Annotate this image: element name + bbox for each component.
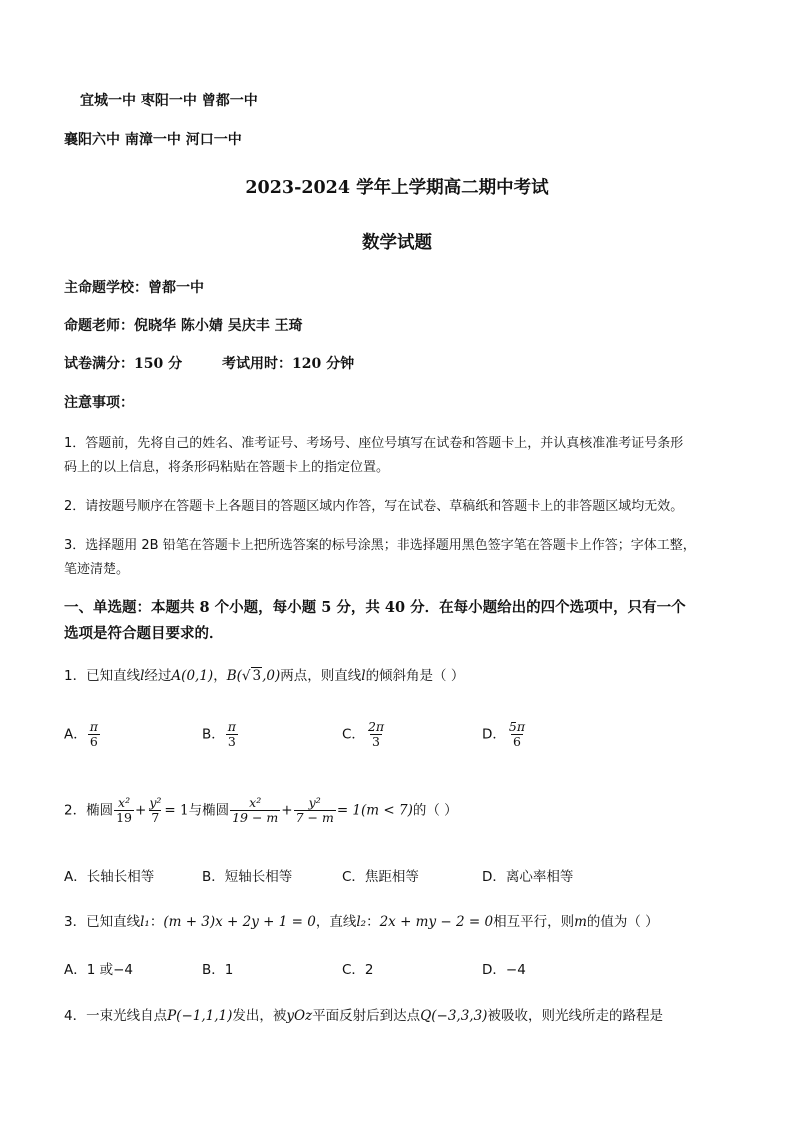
q1-sqrt: √ 3 — [241, 668, 262, 684]
q4-tail: 被吸收，则光线所走的路程是 — [487, 1008, 663, 1024]
q4-point-q: Q(−3,3,3) — [420, 1008, 488, 1024]
q2-tail: 的（ ） — [412, 802, 458, 819]
q1-sqrt-value: 3 — [252, 668, 262, 684]
frac-den: 3 — [372, 733, 380, 749]
schools-line-2: 襄阳六中 南漳一中 河口一中 — [64, 132, 242, 148]
q3-eq-1: (m + 3)x + 2y + 1 = 0 — [163, 914, 316, 930]
frac-num: π — [227, 719, 236, 734]
note-3-line-1: 3．选择题用 2B 铅笔在答题卡上把所选答案的标号涂黑；非选择题用黑色签字笔在答题卡上作答；字体工整， — [64, 538, 696, 553]
q1-option-c[interactable] — [342, 720, 387, 749]
note-2: 2．请按题号顺序在答题卡上各题目的答题区域内作答，写在试卷、草稿纸和答题卡上的非答题区域均无效。 — [64, 499, 684, 514]
q3-colon-1: ： — [149, 914, 164, 930]
note-3-line-2: 笔迹清楚。 — [64, 562, 130, 577]
frac-den: 7 − m — [295, 809, 334, 825]
q1-point-b-open: B( — [226, 668, 242, 684]
frac-den: 19 — [116, 809, 132, 825]
q1-option-a[interactable] — [64, 720, 101, 749]
q3-option-c[interactable]: C．2 — [342, 962, 374, 978]
option-fraction — [226, 720, 238, 749]
frac-den: 6 — [89, 733, 98, 749]
q2-prefix: 2．椭圆 — [64, 802, 114, 819]
question-2 — [64, 796, 458, 825]
option-label: D． — [482, 726, 506, 743]
exam-title: 2023-2024 学年上学期高二期中考试 — [245, 178, 549, 198]
option-label: C． — [342, 726, 365, 743]
frac-num: x² — [249, 795, 262, 810]
q2-option-b[interactable]: B．短轴长相等 — [202, 869, 293, 885]
question-3 — [64, 910, 659, 930]
q4-prefix: 4．一束光线自点 — [64, 1008, 168, 1024]
frac-den: 3 — [227, 733, 236, 749]
q2-option-d[interactable]: D．离心率相等 — [482, 869, 574, 885]
option-label: B． — [202, 726, 225, 743]
q3-eq-2: 2x + my − 2 = 0 — [379, 914, 494, 930]
option-fraction — [507, 720, 527, 749]
frac-num: π — [89, 719, 98, 734]
q2-frac-2 — [147, 796, 163, 825]
q4-mid-2: 平面反射后到达点 — [312, 1008, 421, 1024]
q3-mid: ，直线 — [315, 914, 357, 930]
frac-den: 6 — [513, 733, 521, 749]
q3-prefix: 3．已知直线 — [64, 914, 141, 930]
q3-m: m — [574, 914, 587, 930]
q1-point-a: A(0,1) — [171, 668, 214, 684]
q4-mid-1: 发出，被 — [232, 1008, 287, 1024]
notes-heading: 注意事项： — [64, 395, 134, 411]
exam-subtitle: 数学试题 — [362, 233, 432, 253]
q3-option-d[interactable]: D．−4 — [482, 962, 526, 978]
q3-tail-2: 的值为（ ） — [586, 914, 659, 930]
frac-num: y² — [308, 795, 321, 810]
q1-tail: 的倾斜角是（ ） — [365, 668, 465, 684]
q3-tail-1: 相互平行，则 — [493, 914, 575, 930]
option-label: A． — [64, 726, 87, 743]
q1-point-b-close: ,0) — [262, 668, 281, 684]
q2-option-c[interactable]: C．焦距相等 — [342, 869, 419, 885]
question-1 — [64, 664, 464, 684]
q1-line-l-2: l — [361, 668, 366, 684]
q2-option-a[interactable]: A．长轴长相等 — [64, 869, 155, 885]
q2-eq-1: = 1 — [164, 802, 189, 819]
note-1-line-2: 码上的以上信息，将条形码粘贴在答题卡上的指定位置。 — [64, 460, 390, 475]
schools-line-1: 宜城一中 枣阳一中 曾都一中 — [80, 93, 258, 109]
q3-option-a[interactable]: A．1 或−4 — [64, 962, 134, 978]
full-score: 试卷满分：150 分 — [64, 356, 183, 372]
q2-frac-3 — [230, 796, 280, 825]
q1-mid: 两点，则直线 — [280, 668, 362, 684]
frac-num: y² — [149, 795, 162, 810]
exam-time: 考试用时：120 分钟 — [222, 356, 355, 372]
q2-frac-4 — [294, 796, 336, 825]
q1-pass: 经过 — [144, 668, 172, 684]
option-fraction — [88, 720, 100, 749]
q1-option-b[interactable] — [202, 720, 239, 749]
frac-num: 2π — [367, 719, 385, 734]
section-1-line-2: 选项是符合题目要求的． — [64, 625, 224, 642]
q2-plus: + — [135, 802, 147, 819]
q1-comma: ， — [213, 668, 227, 684]
q3-l2: l₂ — [356, 914, 367, 930]
q2-mid: 与椭圆 — [188, 802, 230, 819]
question-4 — [64, 1004, 663, 1024]
frac-num: 5π — [508, 719, 526, 734]
frac-den: 19 − m — [232, 809, 279, 825]
q3-option-b[interactable]: B．1 — [202, 962, 234, 978]
section-1-line-1: 一、单选题：本题共 8 个小题，每小题 5 分，共 40 分．在每小题给出的四个选项中，只有一个 — [64, 599, 686, 616]
frac-den: 7 — [151, 809, 160, 825]
q4-plane: yOz — [286, 1008, 313, 1024]
q3-colon-2: ： — [366, 914, 380, 930]
q1-prefix: 1．已知直线 — [64, 668, 141, 684]
q4-point-p: P(−1,1,1) — [167, 1008, 233, 1024]
lead-school: 主命题学校：曾都一中 — [64, 280, 204, 296]
frac-num: x² — [118, 795, 131, 810]
q2-frac-1 — [114, 796, 134, 825]
note-1-line-1: 1．答题前，先将自己的姓名、准考证号、考场号、座位号填写在试卷和答题卡上，并认真核准准考证号条形 — [64, 436, 684, 451]
teachers: 命题老师：倪晓华 陈小婧 吴庆丰 王琦 — [64, 318, 303, 334]
q3-l1: l₁ — [140, 914, 150, 930]
q2-eq-2: = 1(m < 7) — [336, 802, 413, 819]
q1-option-d[interactable] — [482, 720, 528, 749]
q2-plus-2: + — [281, 802, 293, 819]
option-fraction — [366, 720, 386, 749]
q1-line-l: l — [140, 668, 145, 684]
